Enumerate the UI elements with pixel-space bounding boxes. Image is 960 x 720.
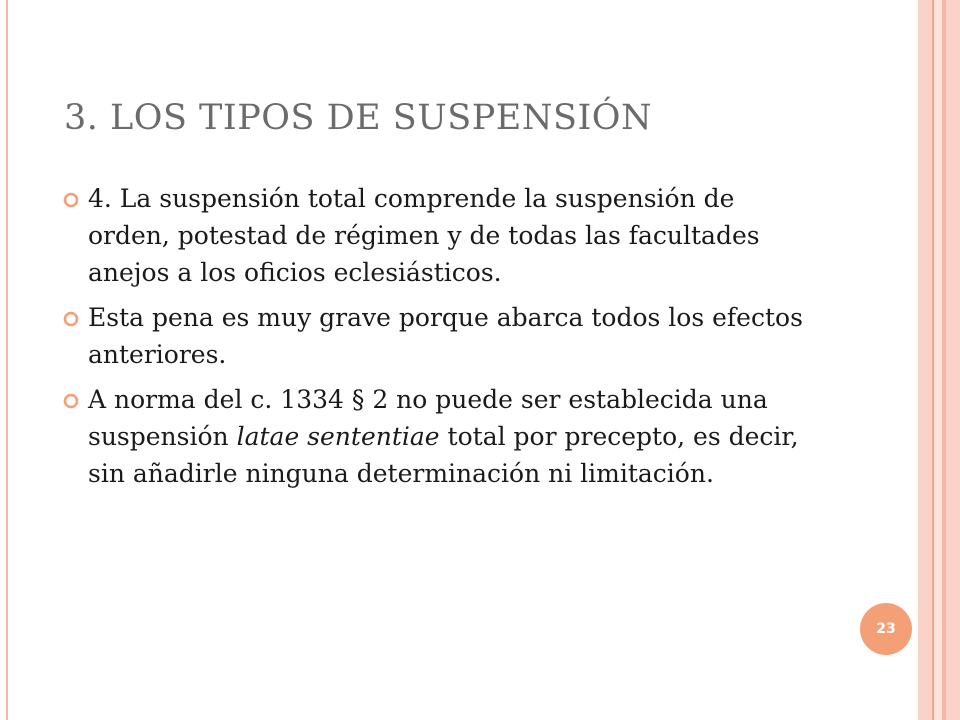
slide-title: 3. LOS TIPOS DE SUSPENSIÓN [64, 98, 653, 138]
right-stripe [918, 0, 932, 720]
bullet-ring-icon [62, 310, 80, 328]
bullet-text-italic: latae sententiae [236, 422, 440, 451]
right-stripe [946, 0, 960, 720]
right-stripe [934, 0, 942, 720]
left-border-line [6, 0, 8, 720]
bullet-item [60, 180, 820, 291]
bullet-list [60, 180, 820, 500]
bullet-item [60, 381, 820, 492]
page-number-badge: 23 [860, 603, 912, 655]
bullet-text-before: A norma del c. 1334 § 2 no puede ser establecida una suspensión [88, 385, 768, 451]
bullet-ring-icon [62, 191, 80, 209]
bullet-ring-icon [62, 392, 80, 410]
bullet-text: Esta pena es muy grave porque abarca todos los efectos anteriores. [88, 303, 803, 369]
bullet-item [60, 299, 820, 373]
bullet-text-after: total por precepto, es decir, sin añadirle ninguna determinación ni limitación. [88, 422, 799, 488]
bullet-text: 4. La suspensión total comprende la suspensión de orden, potestad de régimen y de todas las facultades anejos a los oficios eclesiásticos. [88, 184, 760, 287]
